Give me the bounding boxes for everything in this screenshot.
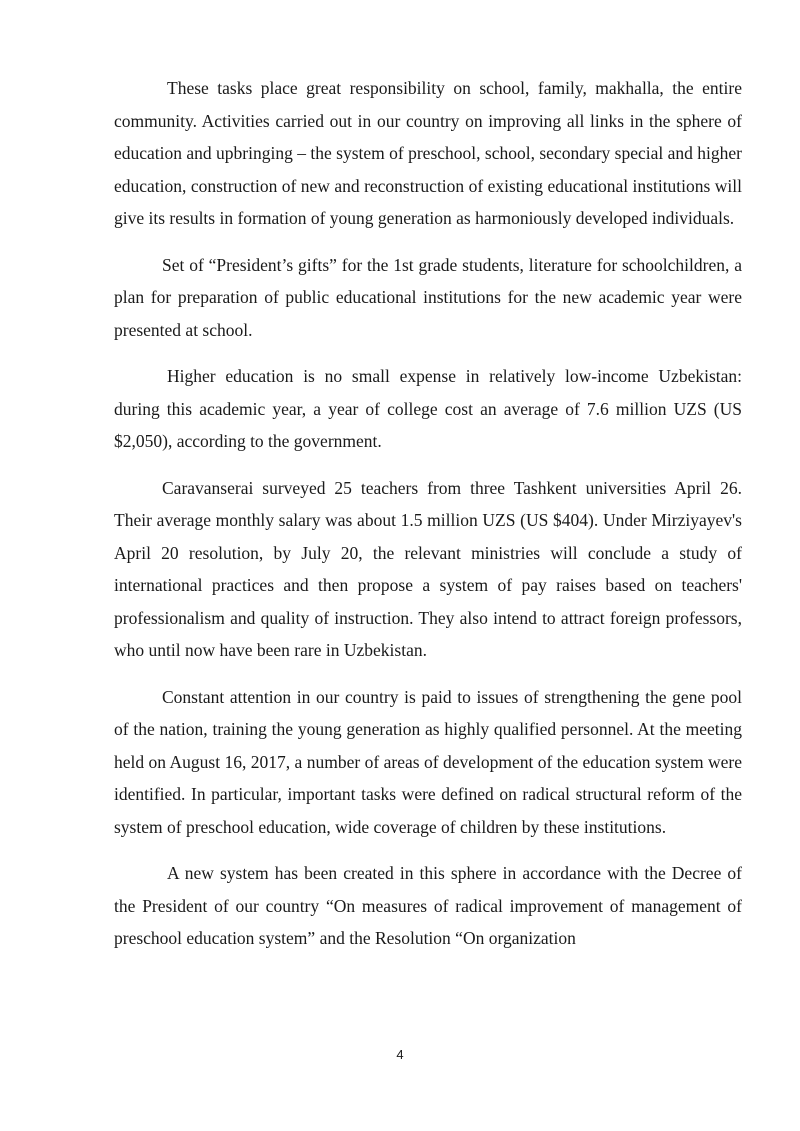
paragraph-responsibility: These tasks place great responsibility on school, family, makhalla, the entire community. Activities carried out in our country on improving all links in the sphere of education and upbringing – the system of preschool, school, secondary special and higher education, construction of new and reconstruction of existing educational institutions will give its results in formation of young generation as harmoniously developed individuals. [114, 78, 742, 228]
paragraph-gene-pool: Constant attention in our country is paid to issues of strengthening the gene pool of the nation, training the young generation as highly qualified personnel. At the meeting held on August 16, 2017, a number of areas of development of the education system were identified. In particular, important tasks were defined on radical structural reform of the system of preschool education, wide coverage of children by these institutions. [114, 686, 742, 837]
paragraph-higher-education-cost: Higher education is no small expense in relatively low-income Uzbekistan: during this academic year, a year of college cost an average of 7.6 million UZS (US $2,050), according to the government. [114, 366, 742, 451]
paragraph-presidents-gifts: Set of “President’s gifts” for the 1st grade students, literature for schoolchildren, a plan for preparation of public educational institutions for the new academic year were presented at school. [114, 254, 742, 340]
page-number: 4 [396, 1047, 404, 1062]
paragraph-teacher-salary-survey: Caravanserai surveyed 25 teachers from three Tashkent universities April 26. Their average monthly salary was about 1.5 million UZS (US $404). Under Mirziyayev's April 20 resolution, by July 20, the relevant ministries will conclude a study of international practices and then propose a system of pay raises based on teachers' professionalism and quality of instruction. They also intend to attract foreign professors, who until now have been rare in Uzbekistan. [114, 477, 742, 660]
paragraph-new-system-decree: A new system has been created in this sphere in accordance with the Decree of the President of our country “On measures of radical improvement of management of preschool education system” and the Resolution “On organization [114, 863, 742, 948]
page-body [114, 72, 742, 969]
